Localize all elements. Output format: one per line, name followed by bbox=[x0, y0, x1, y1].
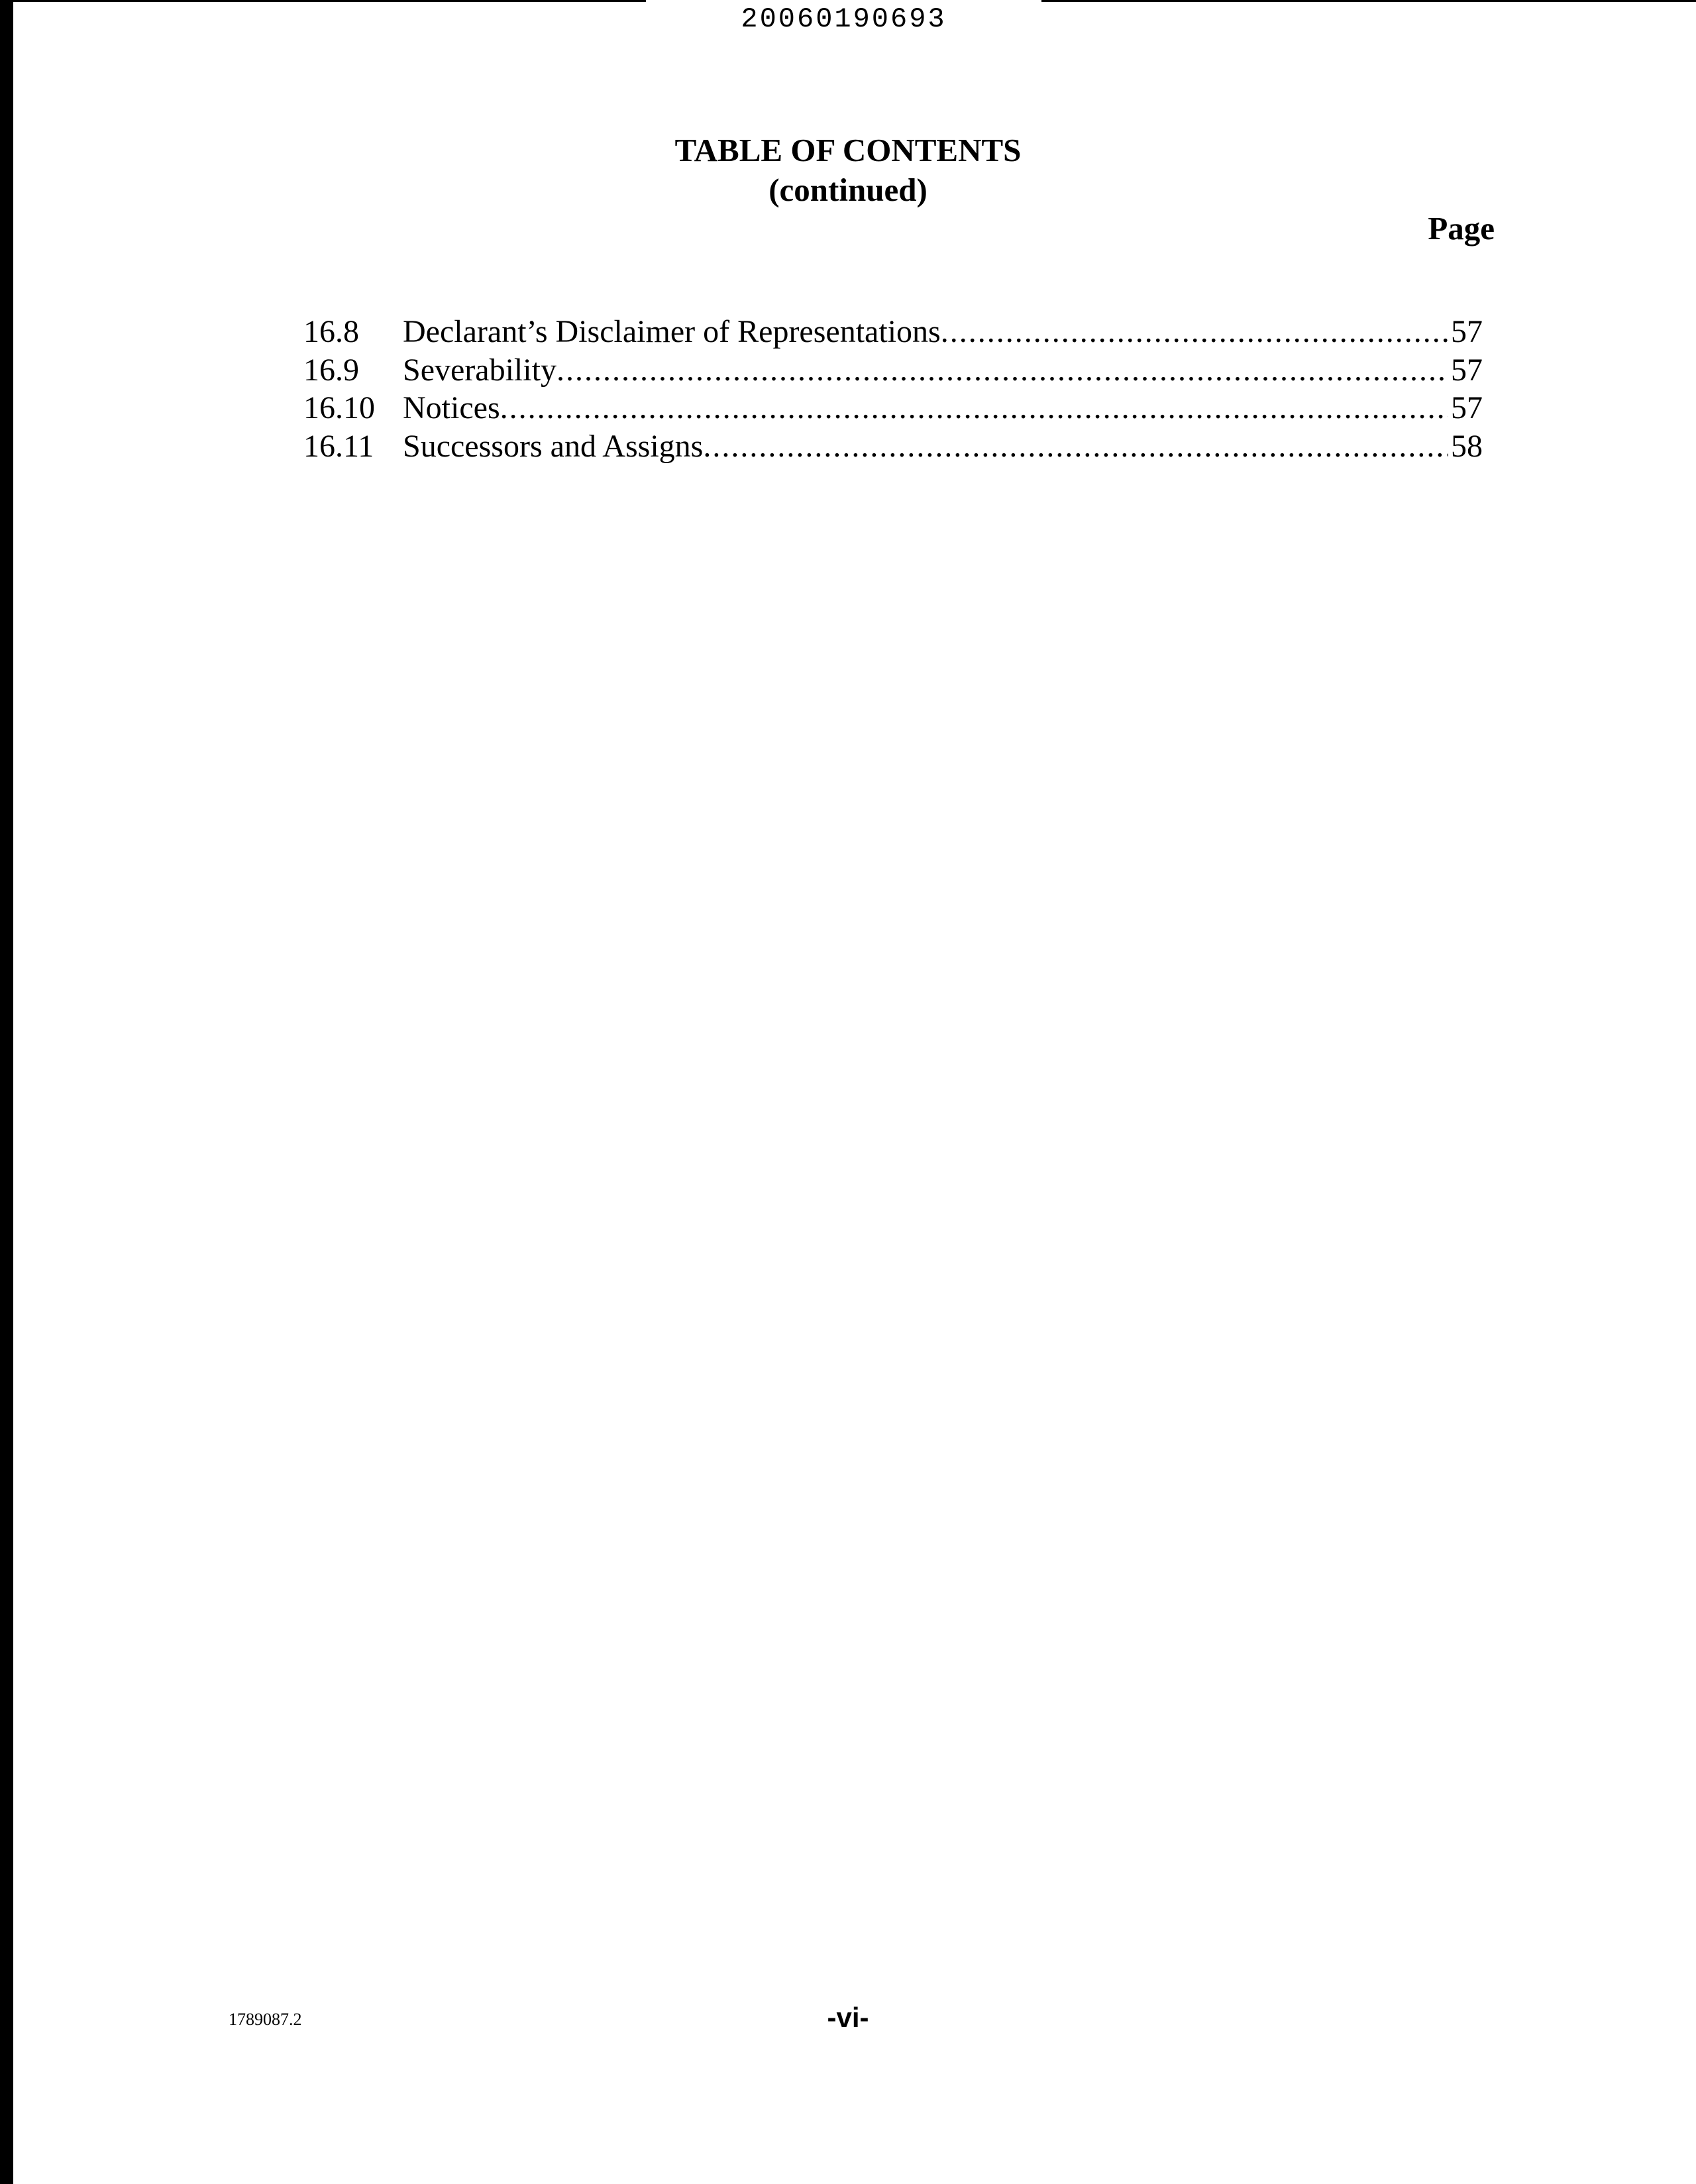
toc-entry-number: 16.8 bbox=[303, 314, 359, 349]
toc-entry-label: Severability bbox=[403, 352, 556, 388]
top-rule-right bbox=[1041, 0, 1696, 2]
toc-entry-page: 57 bbox=[1451, 390, 1483, 425]
toc-entry[interactable] bbox=[303, 427, 1483, 466]
toc-entry-page: 57 bbox=[1451, 352, 1483, 388]
document-id: 1789087.2 bbox=[229, 2010, 302, 2029]
toc-entry[interactable] bbox=[303, 389, 1483, 427]
page-column-label: Page bbox=[1428, 210, 1495, 246]
page-number: -vi- bbox=[827, 2002, 869, 2033]
toc-entry[interactable] bbox=[303, 351, 1483, 390]
toc-title: TABLE OF CONTENTS bbox=[674, 132, 1022, 168]
toc-entry[interactable] bbox=[303, 313, 1483, 351]
top-rule-left bbox=[0, 0, 646, 2]
toc-dot-leader bbox=[500, 389, 1448, 427]
toc-entry-page: 58 bbox=[1451, 428, 1483, 464]
toc-entry-number: 16.10 bbox=[303, 390, 375, 425]
toc-entry-number: 16.11 bbox=[303, 428, 374, 464]
scan-left-edge bbox=[0, 0, 13, 2184]
toc-dot-leader bbox=[941, 313, 1448, 351]
toc-entry-label: Declarant’s Disclaimer of Representations bbox=[403, 314, 941, 349]
toc-entry-number: 16.9 bbox=[303, 352, 359, 388]
toc-dot-leader bbox=[703, 427, 1448, 465]
toc-entry-label: Notices bbox=[403, 390, 500, 425]
toc-entry-page: 57 bbox=[1451, 314, 1483, 349]
toc-list bbox=[303, 313, 1483, 465]
toc-dot-leader bbox=[556, 351, 1448, 389]
document-number: 20060190693 bbox=[741, 3, 947, 35]
toc-subtitle: (continued) bbox=[768, 172, 928, 208]
toc-entry-label: Successors and Assigns bbox=[403, 428, 704, 464]
